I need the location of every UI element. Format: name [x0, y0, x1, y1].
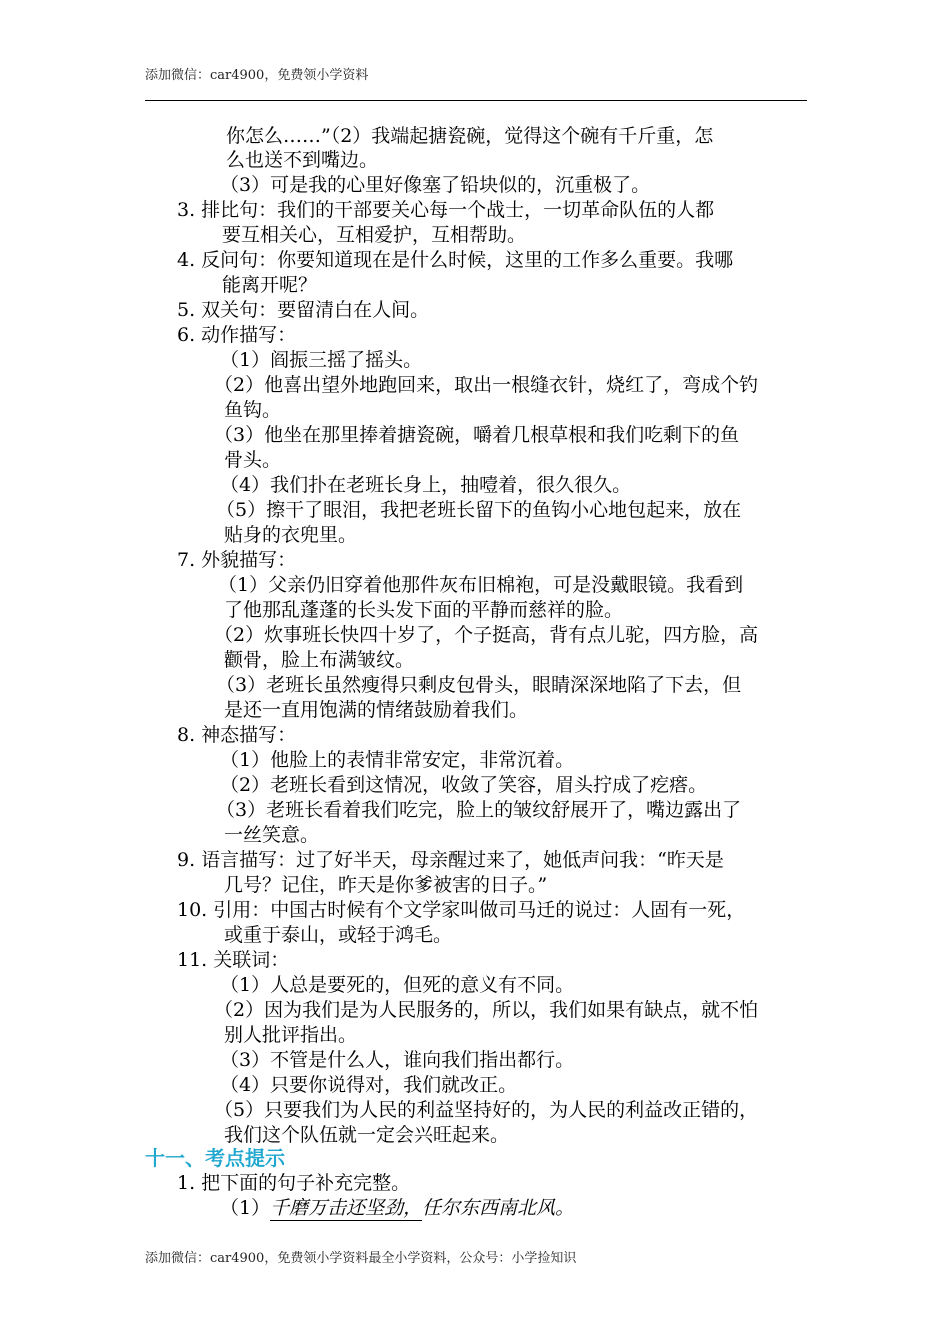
text-line: （3）不管是什么人，谁向我们指出都行。: [220, 1049, 575, 1071]
text-line: （3）可是我的心里好像塞了铅块似的，沉重极了。: [220, 174, 651, 196]
text-line: 4. 反问句：你要知道现在是什么时候，这里的工作多么重要。我哪: [177, 249, 734, 271]
text-line: （1）他脸上的表情非常安定，非常沉着。: [220, 749, 575, 771]
text-line: （3）老班长看着我们吃完，脸上的皱纹舒展开了，嘴边露出了: [216, 799, 742, 821]
text-line: 11. 关联词：: [177, 949, 290, 971]
text-line: 8. 神态描写：: [177, 724, 297, 746]
text-line: 么也送不到嘴边。: [226, 149, 379, 171]
header-divider: [145, 100, 807, 101]
footer-note: 添加微信：car4900，免费领小学资料最全小学资料，公众号：小学捡知识: [145, 1251, 577, 1266]
text-line: （3）他坐在那里捧着搪瓷碗，嚼着几根草根和我们吃剩下的鱼: [214, 424, 740, 446]
text-line: 骨头。: [224, 449, 282, 471]
text-line: （2）他喜出望外地跑回来，取出一根缝衣针，烧红了，弯成个钓: [214, 374, 759, 396]
text-line: 5. 双关句：要留清白在人间。: [177, 299, 430, 321]
text-line: 别人批评指出。: [224, 1024, 358, 1046]
exercise-item: [220, 1196, 574, 1220]
exercise-item-label: （1）: [220, 1197, 271, 1219]
text-line: 是还一直用饱满的情绪鼓励着我们。: [224, 699, 529, 721]
text-line: （3）老班长虽然瘦得只剩皮包骨头，眼睛深深地陷了下去，但: [216, 674, 742, 696]
text-line: （1）阎振三摇了摇头。: [220, 349, 423, 371]
text-line: （5）只要我们为人民的利益坚持好的，为人民的利益改正错的，: [214, 1099, 759, 1121]
text-line: 一丝笑意。: [224, 824, 320, 846]
text-line: 9. 语言描写：过了好半天，母亲醒过来了，她低声问我：“昨天是: [177, 849, 724, 871]
text-line: 能离开呢？: [222, 274, 318, 296]
text-line: 贴身的衣兜里。: [224, 524, 358, 546]
text-line: 或重于泰山，或轻于鸿毛。: [224, 924, 453, 946]
text-line: 鱼钩。: [224, 399, 282, 421]
text-line: （2）炊事班长快四十岁了，个子挺高，背有点儿驼，四方脸，高: [214, 624, 759, 646]
exercise-instruction: 1. 把下面的句子补充完整。: [177, 1172, 411, 1194]
text-line: 要互相关心，互相爱护，互相帮助。: [222, 224, 527, 246]
text-line: 我们这个队伍就一定会兴旺起来。: [224, 1124, 510, 1146]
exercise-answer: 千磨万击还坚劲，: [270, 1197, 423, 1219]
section-heading: 十一、考点提示: [145, 1146, 285, 1170]
text-line: 10. 引用：中国古时候有个文学家叫做司马迁的说过：人固有一死，: [177, 899, 746, 921]
text-line: 几号？记住，昨天是你爹被害的日子。”: [224, 874, 548, 896]
text-line: （5）擦干了眼泪，我把老班长留下的鱼钩小心地包起来，放在: [216, 499, 742, 521]
header-note: 添加微信：car4900，免费领小学资料: [145, 68, 369, 83]
text-line: 了他那乱蓬蓬的长头发下面的平静而慈祥的脸。: [224, 599, 624, 621]
text-line: （1）父亲仍旧穿着他那件灰布旧棉袍，可是没戴眼镜。我看到: [218, 574, 744, 596]
exercise-given-text: 任尔东西南北风。: [422, 1197, 575, 1219]
text-line: 6. 动作描写：: [177, 324, 297, 346]
text-line: （2）老班长看到这情况，收敛了笑容，眉头拧成了疙瘩。: [220, 774, 708, 796]
text-line: （2）因为我们是为人民服务的，所以，我们如果有缺点，就不怕: [214, 999, 759, 1021]
text-line: （4）只要你说得对，我们就改正。: [220, 1074, 518, 1096]
text-line: 你怎么……”（2）我端起搪瓷碗，觉得这个碗有千斤重，怎: [226, 125, 714, 147]
text-line: 7. 外貌描写：: [177, 549, 297, 571]
text-line: （4）我们扑在老班长身上，抽噎着，很久很久。: [220, 474, 632, 496]
text-line: （1）人总是要死的，但死的意义有不同。: [220, 974, 575, 996]
text-line: 3. 排比句：我们的干部要关心每一个战士，一切革命队伍的人都: [177, 199, 715, 221]
text-line: 颧骨，脸上布满皱纹。: [224, 649, 415, 671]
